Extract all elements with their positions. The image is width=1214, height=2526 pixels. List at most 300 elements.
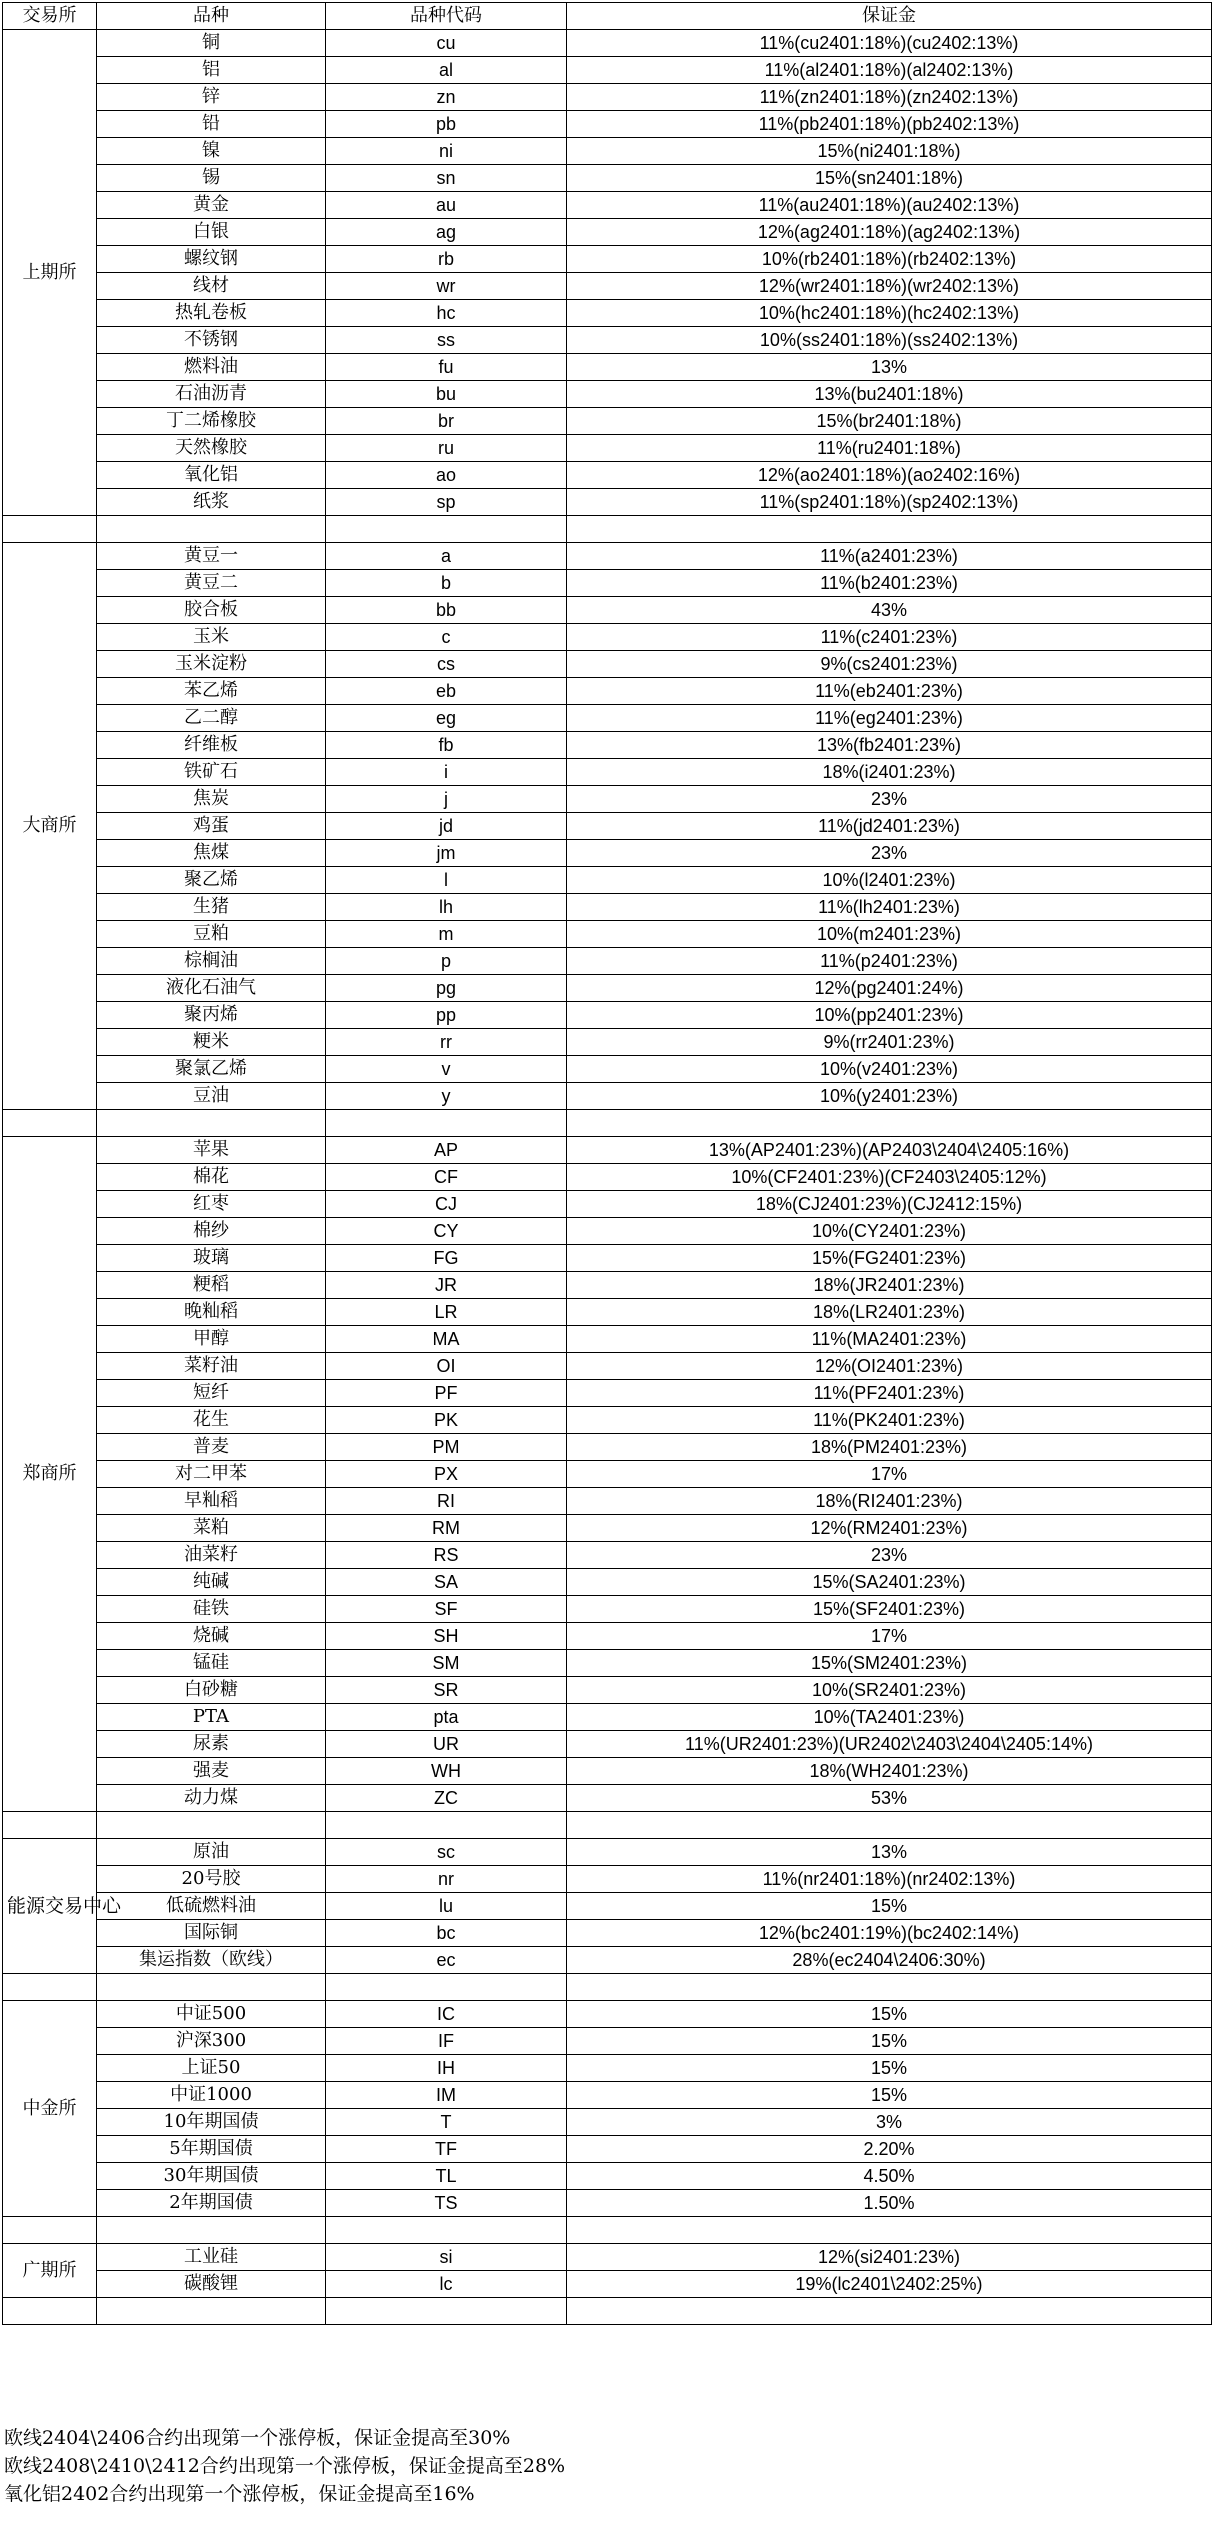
- table-row: [3, 1542, 1212, 1569]
- margin-cell: 11%(b2401:23%): [567, 570, 1212, 597]
- margin-cell: 43%: [567, 597, 1212, 624]
- code-cell: j: [326, 786, 567, 813]
- code-cell: sc: [326, 1839, 567, 1866]
- code-cell: br: [326, 408, 567, 435]
- variety-cell: 乙二醇: [97, 705, 326, 732]
- empty-cell: [567, 2298, 1212, 2325]
- table-row: [3, 192, 1212, 219]
- variety-cell: 不锈钢: [97, 327, 326, 354]
- empty-cell: [326, 2217, 567, 2244]
- code-cell: OI: [326, 1353, 567, 1380]
- table-row: [3, 1623, 1212, 1650]
- code-cell: SR: [326, 1677, 567, 1704]
- code-cell: si: [326, 2244, 567, 2271]
- variety-cell: 集运指数（欧线）: [97, 1947, 326, 1974]
- margin-cell: 11%(nr2401:18%)(nr2402:13%): [567, 1866, 1212, 1893]
- variety-cell: 短纤: [97, 1380, 326, 1407]
- table-header-row: [3, 3, 1212, 30]
- empty-cell: [326, 1812, 567, 1839]
- variety-cell: 纤维板: [97, 732, 326, 759]
- table-row: [3, 2136, 1212, 2163]
- table-row: [3, 408, 1212, 435]
- margin-cell: 10%(TA2401:23%): [567, 1704, 1212, 1731]
- table-row: [3, 2082, 1212, 2109]
- table-row: [3, 381, 1212, 408]
- variety-cell: 黄豆二: [97, 570, 326, 597]
- separator-row: [3, 2217, 1212, 2244]
- note-line: 欧线2404\2406合约出现第一个涨停板，保证金提高至30%: [4, 2427, 511, 2449]
- code-cell: WH: [326, 1758, 567, 1785]
- table-row: [3, 1731, 1212, 1758]
- code-cell: ag: [326, 219, 567, 246]
- variety-cell: 石油沥青: [97, 381, 326, 408]
- table-row: [3, 2244, 1212, 2271]
- variety-cell: 上证50: [97, 2055, 326, 2082]
- variety-cell: 聚氯乙烯: [97, 1056, 326, 1083]
- code-cell: SF: [326, 1596, 567, 1623]
- margin-cell: 10%(ss2401:18%)(ss2402:13%): [567, 327, 1212, 354]
- margin-cell: 11%(al2401:18%)(al2402:13%): [567, 57, 1212, 84]
- variety-cell: 硅铁: [97, 1596, 326, 1623]
- variety-cell: 尿素: [97, 1731, 326, 1758]
- code-cell: jd: [326, 813, 567, 840]
- variety-cell: 苯乙烯: [97, 678, 326, 705]
- margin-cell: 13%(bu2401:18%): [567, 381, 1212, 408]
- margin-cell: 15%(sn2401:18%): [567, 165, 1212, 192]
- variety-cell: 鸡蛋: [97, 813, 326, 840]
- variety-cell: 10年期国债: [97, 2109, 326, 2136]
- margin-cell: 11%(eb2401:23%): [567, 678, 1212, 705]
- margin-cell: 11%(eg2401:23%): [567, 705, 1212, 732]
- variety-cell: 烧碱: [97, 1623, 326, 1650]
- table-row: [3, 867, 1212, 894]
- variety-cell: 原油: [97, 1839, 326, 1866]
- notes: [4, 2424, 1204, 2508]
- margin-cell: 11%(zn2401:18%)(zn2402:13%): [567, 84, 1212, 111]
- code-cell: PK: [326, 1407, 567, 1434]
- table-row: [3, 1434, 1212, 1461]
- margin-cell: 23%: [567, 1542, 1212, 1569]
- variety-cell: 国际铜: [97, 1920, 326, 1947]
- code-cell: ZC: [326, 1785, 567, 1812]
- code-cell: m: [326, 921, 567, 948]
- code-cell: al: [326, 57, 567, 84]
- code-cell: ru: [326, 435, 567, 462]
- exchange-cell: 大商所: [3, 543, 97, 1110]
- margin-cell: 15%: [567, 2055, 1212, 2082]
- margin-cell: 9%(rr2401:23%): [567, 1029, 1212, 1056]
- variety-cell: 铝: [97, 57, 326, 84]
- margin-table-body: [3, 3, 1212, 2325]
- table-row: [3, 1380, 1212, 1407]
- code-cell: bu: [326, 381, 567, 408]
- header-exchange: 交易所: [3, 3, 97, 30]
- separator-row: [3, 2298, 1212, 2325]
- table-row: [3, 354, 1212, 381]
- margin-cell: 11%(MA2401:23%): [567, 1326, 1212, 1353]
- margin-cell: 10%(l2401:23%): [567, 867, 1212, 894]
- table-row: [3, 1056, 1212, 1083]
- margin-cell: 11%(c2401:23%): [567, 624, 1212, 651]
- variety-cell: 生猪: [97, 894, 326, 921]
- variety-cell: 豆油: [97, 1083, 326, 1110]
- margin-cell: 53%: [567, 1785, 1212, 1812]
- separator-row: [3, 1110, 1212, 1137]
- code-cell: SA: [326, 1569, 567, 1596]
- code-cell: cs: [326, 651, 567, 678]
- variety-cell: 强麦: [97, 1758, 326, 1785]
- margin-cell: 9%(cs2401:23%): [567, 651, 1212, 678]
- margin-cell: 4.50%: [567, 2163, 1212, 2190]
- variety-cell: 天然橡胶: [97, 435, 326, 462]
- code-cell: i: [326, 759, 567, 786]
- table-row: [3, 759, 1212, 786]
- table-row: [3, 30, 1212, 57]
- code-cell: pta: [326, 1704, 567, 1731]
- variety-cell: 花生: [97, 1407, 326, 1434]
- table-row: [3, 57, 1212, 84]
- variety-cell: 铅: [97, 111, 326, 138]
- code-cell: y: [326, 1083, 567, 1110]
- variety-cell: 纯碱: [97, 1569, 326, 1596]
- code-cell: eg: [326, 705, 567, 732]
- table-row: [3, 678, 1212, 705]
- code-cell: l: [326, 867, 567, 894]
- table-row: [3, 1326, 1212, 1353]
- margin-cell: 11%(UR2401:23%)(UR2402\2403\2404\2405:14%): [567, 1731, 1212, 1758]
- variety-cell: 5年期国债: [97, 2136, 326, 2163]
- margin-cell: 11%(sp2401:18%)(sp2402:13%): [567, 489, 1212, 516]
- code-cell: TL: [326, 2163, 567, 2190]
- empty-cell: [3, 2298, 97, 2325]
- table-row: [3, 921, 1212, 948]
- margin-cell: 11%(jd2401:23%): [567, 813, 1212, 840]
- table-row: [3, 165, 1212, 192]
- code-cell: UR: [326, 1731, 567, 1758]
- table-row: [3, 2055, 1212, 2082]
- margin-cell: 19%(lc2401\2402:25%): [567, 2271, 1212, 2298]
- code-cell: eb: [326, 678, 567, 705]
- margin-cell: 12%(bc2401:19%)(bc2402:14%): [567, 1920, 1212, 1947]
- margin-cell: 15%: [567, 2028, 1212, 2055]
- variety-cell: 铜: [97, 30, 326, 57]
- margin-cell: 15%: [567, 2082, 1212, 2109]
- code-cell: bb: [326, 597, 567, 624]
- variety-cell: 碳酸锂: [97, 2271, 326, 2298]
- variety-cell: 焦炭: [97, 786, 326, 813]
- variety-cell: 早籼稻: [97, 1488, 326, 1515]
- table-row: [3, 1083, 1212, 1110]
- table-row: [3, 1785, 1212, 1812]
- table-row: [3, 1461, 1212, 1488]
- variety-cell: 纸浆: [97, 489, 326, 516]
- table-row: [3, 1650, 1212, 1677]
- table-row: [3, 786, 1212, 813]
- variety-cell: 油菜籽: [97, 1542, 326, 1569]
- empty-cell: [97, 2217, 326, 2244]
- table-row: [3, 1596, 1212, 1623]
- variety-cell: 镍: [97, 138, 326, 165]
- margin-cell: 18%(JR2401:23%): [567, 1272, 1212, 1299]
- table-row: [3, 435, 1212, 462]
- table-row: [3, 624, 1212, 651]
- margin-cell: 18%(PM2401:23%): [567, 1434, 1212, 1461]
- margin-cell: 11%(PF2401:23%): [567, 1380, 1212, 1407]
- empty-cell: [326, 2298, 567, 2325]
- table-row: [3, 975, 1212, 1002]
- table-row: [3, 651, 1212, 678]
- table-row: [3, 732, 1212, 759]
- exchange-cell: 能源交易中心: [3, 1839, 97, 1974]
- code-cell: PM: [326, 1434, 567, 1461]
- table-row: [3, 219, 1212, 246]
- code-cell: ni: [326, 138, 567, 165]
- margin-cell: 15%(SM2401:23%): [567, 1650, 1212, 1677]
- table-row: [3, 246, 1212, 273]
- margin-cell: 18%(RI2401:23%): [567, 1488, 1212, 1515]
- header-variety: 品种: [97, 3, 326, 30]
- table-row: [3, 1002, 1212, 1029]
- code-cell: zn: [326, 84, 567, 111]
- code-cell: bc: [326, 1920, 567, 1947]
- variety-cell: 红枣: [97, 1191, 326, 1218]
- variety-cell: 锌: [97, 84, 326, 111]
- note-line: 氧化铝2402合约出现第一个涨停板，保证金提高至16%: [4, 2483, 475, 2505]
- margin-cell: 12%(OI2401:23%): [567, 1353, 1212, 1380]
- variety-cell: 豆粕: [97, 921, 326, 948]
- variety-cell: 线材: [97, 273, 326, 300]
- variety-cell: 对二甲苯: [97, 1461, 326, 1488]
- margin-cell: 10%(y2401:23%): [567, 1083, 1212, 1110]
- margin-cell: 12%(ag2401:18%)(ag2402:13%): [567, 219, 1212, 246]
- table-row: [3, 1191, 1212, 1218]
- empty-cell: [567, 516, 1212, 543]
- empty-cell: [3, 2217, 97, 2244]
- code-cell: CY: [326, 1218, 567, 1245]
- variety-cell: 20号胶: [97, 1866, 326, 1893]
- margin-cell: 10%(CF2401:23%)(CF2403\2405:12%): [567, 1164, 1212, 1191]
- table-row: [3, 1299, 1212, 1326]
- table-row: [3, 1407, 1212, 1434]
- code-cell: pp: [326, 1002, 567, 1029]
- table-row: [3, 2163, 1212, 2190]
- code-cell: lu: [326, 1893, 567, 1920]
- margin-cell: 10%(hc2401:18%)(hc2402:13%): [567, 300, 1212, 327]
- table-row: [3, 1677, 1212, 1704]
- table-row: [3, 948, 1212, 975]
- empty-cell: [567, 1974, 1212, 2001]
- empty-cell: [567, 1110, 1212, 1137]
- table-row: [3, 1272, 1212, 1299]
- code-cell: hc: [326, 300, 567, 327]
- empty-cell: [567, 2217, 1212, 2244]
- margin-cell: 10%(rb2401:18%)(rb2402:13%): [567, 246, 1212, 273]
- variety-cell: 白银: [97, 219, 326, 246]
- table-row: [3, 489, 1212, 516]
- variety-cell: 玉米淀粉: [97, 651, 326, 678]
- table-row: [3, 1515, 1212, 1542]
- code-cell: IH: [326, 2055, 567, 2082]
- code-cell: LR: [326, 1299, 567, 1326]
- table-row: [3, 2271, 1212, 2298]
- margin-cell: 18%(WH2401:23%): [567, 1758, 1212, 1785]
- code-cell: RM: [326, 1515, 567, 1542]
- code-cell: ss: [326, 327, 567, 354]
- empty-cell: [97, 1812, 326, 1839]
- code-cell: wr: [326, 273, 567, 300]
- code-cell: rr: [326, 1029, 567, 1056]
- margin-cell: 18%(CJ2401:23%)(CJ2412:15%): [567, 1191, 1212, 1218]
- empty-cell: [3, 1812, 97, 1839]
- variety-cell: 棉花: [97, 1164, 326, 1191]
- header-code: 品种代码: [326, 3, 567, 30]
- table-row: [3, 705, 1212, 732]
- table-row: [3, 111, 1212, 138]
- variety-cell: 晚籼稻: [97, 1299, 326, 1326]
- variety-cell: 螺纹钢: [97, 246, 326, 273]
- empty-cell: [97, 2298, 326, 2325]
- table-row: [3, 1866, 1212, 1893]
- code-cell: TF: [326, 2136, 567, 2163]
- margin-cell: 3%: [567, 2109, 1212, 2136]
- variety-cell: 锰硅: [97, 1650, 326, 1677]
- variety-cell: 燃料油: [97, 354, 326, 381]
- code-cell: cu: [326, 30, 567, 57]
- exchange-cell: 中金所: [3, 2001, 97, 2217]
- margin-cell: 10%(SR2401:23%): [567, 1677, 1212, 1704]
- table-row: [3, 462, 1212, 489]
- code-cell: p: [326, 948, 567, 975]
- margin-cell: 10%(CY2401:23%): [567, 1218, 1212, 1245]
- code-cell: pg: [326, 975, 567, 1002]
- code-cell: v: [326, 1056, 567, 1083]
- margin-cell: 11%(a2401:23%): [567, 543, 1212, 570]
- table-row: [3, 1137, 1212, 1164]
- code-cell: TS: [326, 2190, 567, 2217]
- empty-cell: [567, 1812, 1212, 1839]
- margin-cell: 15%(br2401:18%): [567, 408, 1212, 435]
- table-row: [3, 813, 1212, 840]
- code-cell: pb: [326, 111, 567, 138]
- code-cell: a: [326, 543, 567, 570]
- margin-cell: 2.20%: [567, 2136, 1212, 2163]
- table-row: [3, 327, 1212, 354]
- variety-cell: 棉纱: [97, 1218, 326, 1245]
- header-margin: 保证金: [567, 3, 1212, 30]
- code-cell: sn: [326, 165, 567, 192]
- table-row: [3, 1704, 1212, 1731]
- margin-cell: 15%(SA2401:23%): [567, 1569, 1212, 1596]
- code-cell: b: [326, 570, 567, 597]
- margin-cell: 15%: [567, 2001, 1212, 2028]
- margin-cell: 10%(m2401:23%): [567, 921, 1212, 948]
- code-cell: RS: [326, 1542, 567, 1569]
- variety-cell: 普麦: [97, 1434, 326, 1461]
- code-cell: nr: [326, 1866, 567, 1893]
- code-cell: SM: [326, 1650, 567, 1677]
- variety-cell: 玻璃: [97, 1245, 326, 1272]
- margin-cell: 11%(PK2401:23%): [567, 1407, 1212, 1434]
- margin-cell: 12%(si2401:23%): [567, 2244, 1212, 2271]
- variety-cell: 苹果: [97, 1137, 326, 1164]
- variety-cell: 中证500: [97, 2001, 326, 2028]
- margin-cell: 13%(fb2401:23%): [567, 732, 1212, 759]
- variety-cell: 沪深300: [97, 2028, 326, 2055]
- code-cell: MA: [326, 1326, 567, 1353]
- margin-cell: 17%: [567, 1623, 1212, 1650]
- margin-cell: 12%(wr2401:18%)(wr2402:13%): [567, 273, 1212, 300]
- margin-cell: 13%: [567, 1839, 1212, 1866]
- table-row: [3, 1488, 1212, 1515]
- variety-cell: 黄金: [97, 192, 326, 219]
- margin-cell: 1.50%: [567, 2190, 1212, 2217]
- variety-cell: 2年期国债: [97, 2190, 326, 2217]
- code-cell: AP: [326, 1137, 567, 1164]
- variety-cell: 粳稻: [97, 1272, 326, 1299]
- variety-cell: 黄豆一: [97, 543, 326, 570]
- variety-cell: 30年期国债: [97, 2163, 326, 2190]
- code-cell: CJ: [326, 1191, 567, 1218]
- table-row: [3, 2001, 1212, 2028]
- code-cell: fu: [326, 354, 567, 381]
- variety-cell: 热轧卷板: [97, 300, 326, 327]
- margin-cell: 12%(ao2401:18%)(ao2402:16%): [567, 462, 1212, 489]
- code-cell: JR: [326, 1272, 567, 1299]
- variety-cell: 丁二烯橡胶: [97, 408, 326, 435]
- code-cell: lh: [326, 894, 567, 921]
- table-row: [3, 2190, 1212, 2217]
- margin-cell: 11%(lh2401:23%): [567, 894, 1212, 921]
- table-row: [3, 1893, 1212, 1920]
- table-row: [3, 273, 1212, 300]
- code-cell: IC: [326, 2001, 567, 2028]
- margin-cell: 10%(pp2401:23%): [567, 1002, 1212, 1029]
- variety-cell: 粳米: [97, 1029, 326, 1056]
- variety-cell: 低硫燃料油: [97, 1893, 326, 1920]
- note-line: 欧线2408\2410\2412合约出现第一个涨停板，保证金提高至28%: [4, 2455, 566, 2477]
- table-row: [3, 1947, 1212, 1974]
- exchange-cell: 郑商所: [3, 1137, 97, 1812]
- code-cell: sp: [326, 489, 567, 516]
- margin-cell: 18%(i2401:23%): [567, 759, 1212, 786]
- code-cell: rb: [326, 246, 567, 273]
- margin-cell: 15%: [567, 1893, 1212, 1920]
- table-row: [3, 1353, 1212, 1380]
- table-row: [3, 1569, 1212, 1596]
- margin-cell: 15%(ni2401:18%): [567, 138, 1212, 165]
- margin-cell: 11%(pb2401:18%)(pb2402:13%): [567, 111, 1212, 138]
- code-cell: IF: [326, 2028, 567, 2055]
- empty-cell: [326, 516, 567, 543]
- table-row: [3, 1839, 1212, 1866]
- table-row: [3, 1218, 1212, 1245]
- table-row: [3, 597, 1212, 624]
- empty-cell: [3, 1974, 97, 2001]
- variety-cell: 棕榈油: [97, 948, 326, 975]
- code-cell: ao: [326, 462, 567, 489]
- margin-cell: 10%(v2401:23%): [567, 1056, 1212, 1083]
- margin-cell: 13%: [567, 354, 1212, 381]
- code-cell: PX: [326, 1461, 567, 1488]
- separator-row: [3, 1812, 1212, 1839]
- code-cell: ec: [326, 1947, 567, 1974]
- separator-row: [3, 516, 1212, 543]
- variety-cell: 锡: [97, 165, 326, 192]
- table-row: [3, 1920, 1212, 1947]
- table-row: [3, 840, 1212, 867]
- code-cell: CF: [326, 1164, 567, 1191]
- table-row: [3, 1758, 1212, 1785]
